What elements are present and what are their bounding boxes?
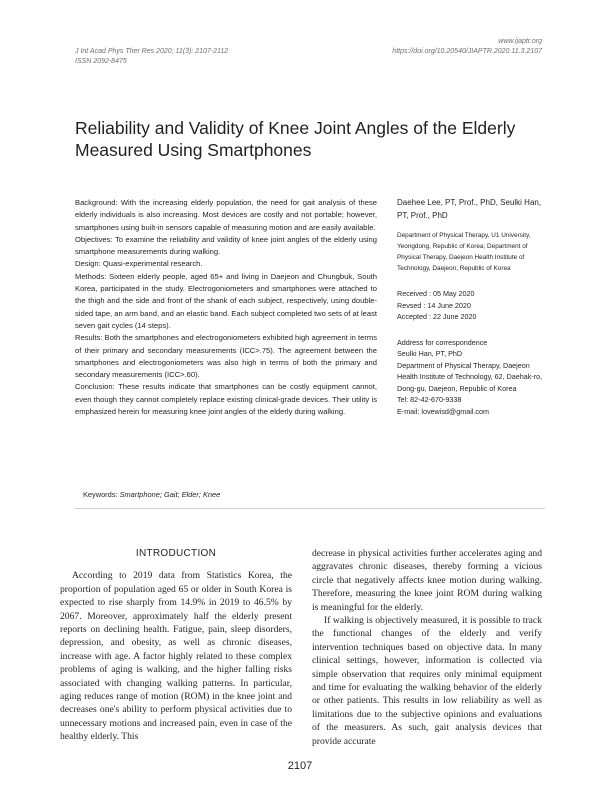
journal-citation — [75, 47, 228, 67]
author-names: Daehee Lee, PT, Prof., PhD, Seulki Han, PT, Prof., PhD — [397, 198, 542, 220]
correspondence-tel: Tel: 82-42-670-9338 — [397, 395, 462, 404]
website-link[interactable]: www.ijaptr.org — [498, 38, 542, 45]
body-column-left — [60, 547, 292, 744]
abstract-background: Background: With the increasing elderly population, the need for gait analysis of these elderly individuals is also increasing. Most devices are costly and not portable; however, smartphones using built-in sensors capable of measuring motion and are easily available. — [75, 198, 377, 232]
correspondence — [397, 337, 544, 418]
received-date: Received : 05 May 2020 — [397, 289, 475, 298]
article-dates — [397, 288, 544, 323]
correspondence-address: Department of Physical Therapy, Daejeon Health Institute of Technology, 62, Daehak-ro, Dong-gu, Daejeon, Republic of Korea — [397, 360, 543, 393]
paper-title: Reliability and Validity of Knee Joint Angles of the Elderly Measured Using Smartphones — [75, 118, 516, 160]
abstract-results: Results: Both the smartphones and electrogoniometers exhibited high agreement in terms of their primary and secondary measurements (ICC>.75). The agreement between the smartphones and electrogoniometers was also high in terms of both the primary and secondary measurements (ICC>.60). — [75, 333, 377, 380]
divider — [75, 508, 545, 509]
introduction-heading: INTRODUCTION — [135, 548, 217, 559]
accepted-date: Accepted : 22 June 2020 — [397, 312, 477, 321]
revised-date: Revsed : 14 June 2020 — [397, 300, 471, 310]
affiliation-1: Department of Physical Therapy, U1 University, Yeongdong, Republic of Korea; — [397, 232, 531, 250]
introduction-paragraph-3: If walking is objectively measured, it is possible to track the functional changes of the elderly and verify intervention techniques based on objective data. In many clinical settings, however, information is collected via simple observation that requires only minimal equipment and time for evaluating the walking behavior of the elderly or other patients. This results in low reliability as well as limitations due to the subjective opinions and evaluations of the measurers. As such, gait analysis devices that provide accurate — [312, 615, 542, 747]
abstract-objectives: Objectives: To examine the reliability and validity of knee joint angles of the elderly using smartphone measurements during walking. — [75, 234, 377, 257]
correspondence-name: Seulki Han, PT, PhD — [397, 349, 463, 358]
keywords — [83, 490, 220, 499]
doi-link[interactable]: https://doi.org/10.20540/JIAPTR.2020.11.3.2107 — [392, 48, 542, 55]
abstract-conclusion: Conclusion: These results indicate that smartphones can be costly equipment cannot, even though they cannot completely replace existing clinical-grade devices. Their utility is emphasized herein for measuring knee joint angles of the elderly during walking. — [75, 382, 377, 417]
keywords-value: Smartphone; Gait; Elder; Knee — [119, 490, 221, 499]
correspondence-email[interactable]: E-mail: lovewisd@gmail.com — [397, 406, 489, 416]
citation-text: J Int Acad Phys Ther Res 2020; 11(3): 2107-2112 — [75, 48, 229, 55]
author-info — [397, 197, 544, 417]
affiliations — [397, 230, 544, 274]
issn-text: ISSN 2092-8475 — [75, 58, 127, 65]
affiliation-2: Department of Physical Therapy, Daejeon Health Institute of Technology, Daejeon, Republic of Korea — [397, 243, 528, 272]
journal-links — [392, 37, 542, 57]
abstract — [75, 197, 377, 418]
keywords-label: Keywords: — [83, 490, 118, 499]
abstract-design: Design: Quasi-experimental research. — [75, 259, 203, 269]
page-number: 2107 — [287, 760, 313, 772]
body-column-right — [312, 547, 542, 748]
introduction-paragraph-2: decrease in physical activities further accelerates aging and aggravates chronic diseases, thereby forming a vicious circle that negatively affects knee motion during walking. Therefore, measuring the knee joint ROM during walking is meaningful for the elderly. — [312, 548, 542, 613]
abstract-methods: Methods: Sixteen elderly people, aged 65+ and living in Daejeon and Chungbuk, South Korea, participated in the study. Electrogoniometers and smartphones were attached to the thigh and the side and front of the shank of each subject, respectively, using double-sided tape, an arm band, and an elastic band. Each subject completed two sets of at least seven gait cycles (14 steps). — [75, 271, 377, 330]
correspondence-title: Address for correspondence — [397, 337, 488, 347]
introduction-paragraph-1: According to 2019 data from Statistics Korea, the proportion of population aged 65 or older in South Korea is expected to rise sharply from 14.9% in 2019 to 46.5% by 2067. Moreover, approximately half the elderly present reports on declining health. Fatigue, pain, sleep disorders, depression, and obesity, as well as chronic diseases, increase with age. A factor highly related to these complex problems of aging is walking, and the higher falling risks associated with changing walking patterns. In particular, aging reduces range of motion (ROM) in the knee joint and decreases one's ability to perform physical activities due to unnecessary motions and increased pain, even in case of the healthy elderly. This — [60, 570, 292, 743]
